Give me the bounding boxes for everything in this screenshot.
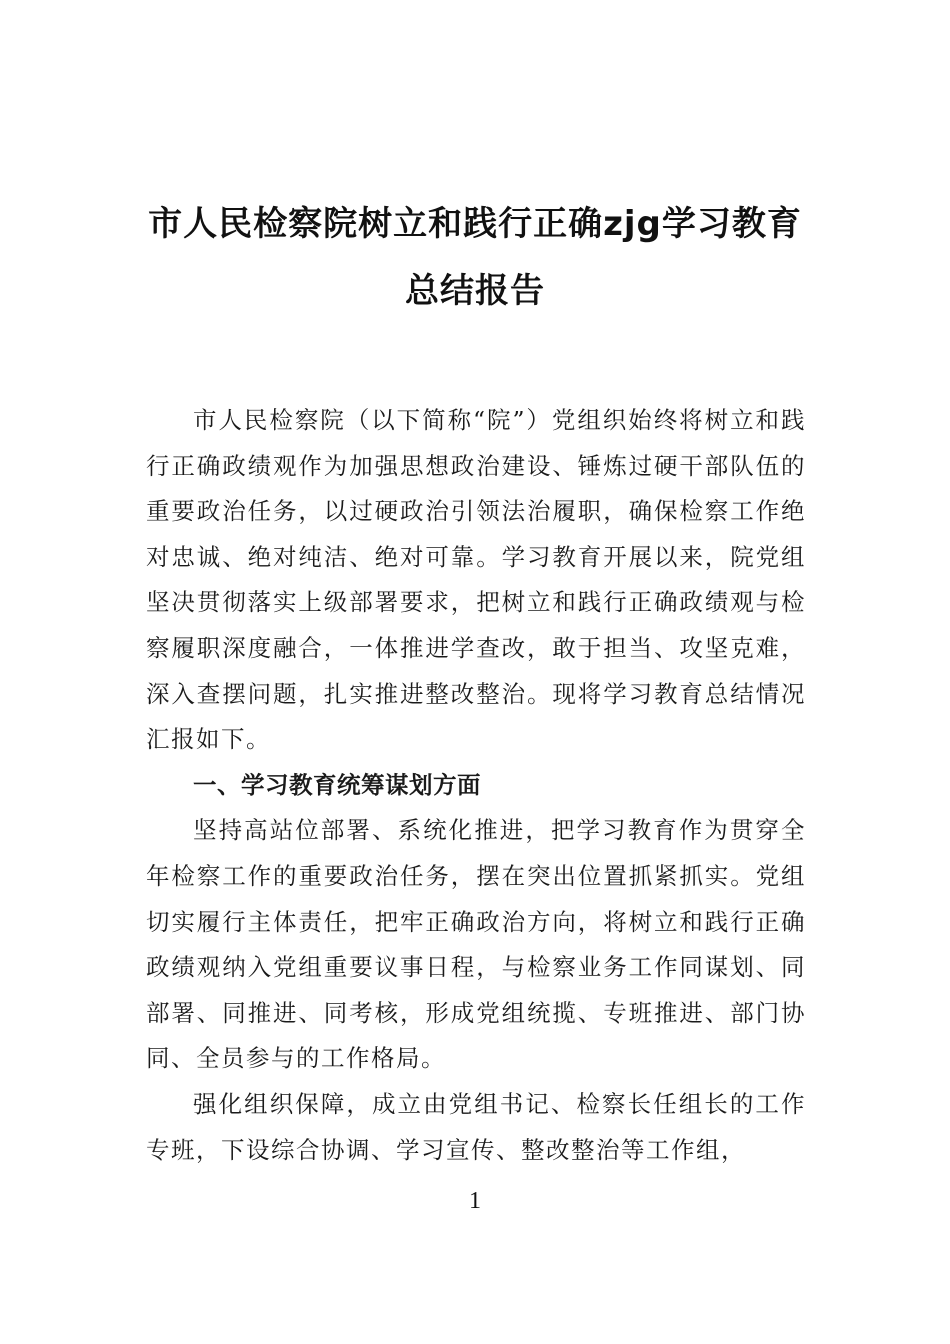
section-heading: 一、学习教育统筹谋划方面 — [193, 770, 481, 799]
page-number: 1 — [469, 1188, 481, 1214]
document-body — [146, 398, 806, 1173]
document-title-line-1: 市人民检察院树立和践行正确zjg学习教育 — [148, 204, 802, 244]
document-title-line-2: 总结报告 — [405, 271, 545, 311]
body-paragraph: 坚持高站位部署、系统化推进，把学习教育作为贯穿全年检察工作的重要政治任务，摆在突出位置抓紧抓实。党组切实履行主体责任，把牢正确政治方向，将树立和践行正确政绩观纳入党组重要议事日程，与检察业务工作同谋划、同部署、同推进、同考核，形成党组统揽、专班推进、部门协同、全员参与的工作格局。 — [146, 816, 806, 1073]
intro-paragraph: 市人民检察院（以下简称“院”）党组织始终将树立和践行正确政绩观作为加强思想政治建设、锤炼过硬干部队伍的重要政治任务，以过硬政治引领法治履职，确保检察工作绝对忠诚、绝对纯洁、绝对可靠。学习教育开展以来，院党组坚决贯彻落实上级部署要求，把树立和践行正确政绩观与检察履职深度融合，一体推进学查改，敢于担当、攻坚克难，深入查摆问题，扎实推进整改整治。现将学习教育总结情况汇报如下。 — [146, 406, 806, 754]
body-paragraph: 强化组织保障，成立由党组书记、检察长任组长的工作专班，下设综合协调、学习宣传、整改整治等工作组， — [146, 1089, 806, 1164]
